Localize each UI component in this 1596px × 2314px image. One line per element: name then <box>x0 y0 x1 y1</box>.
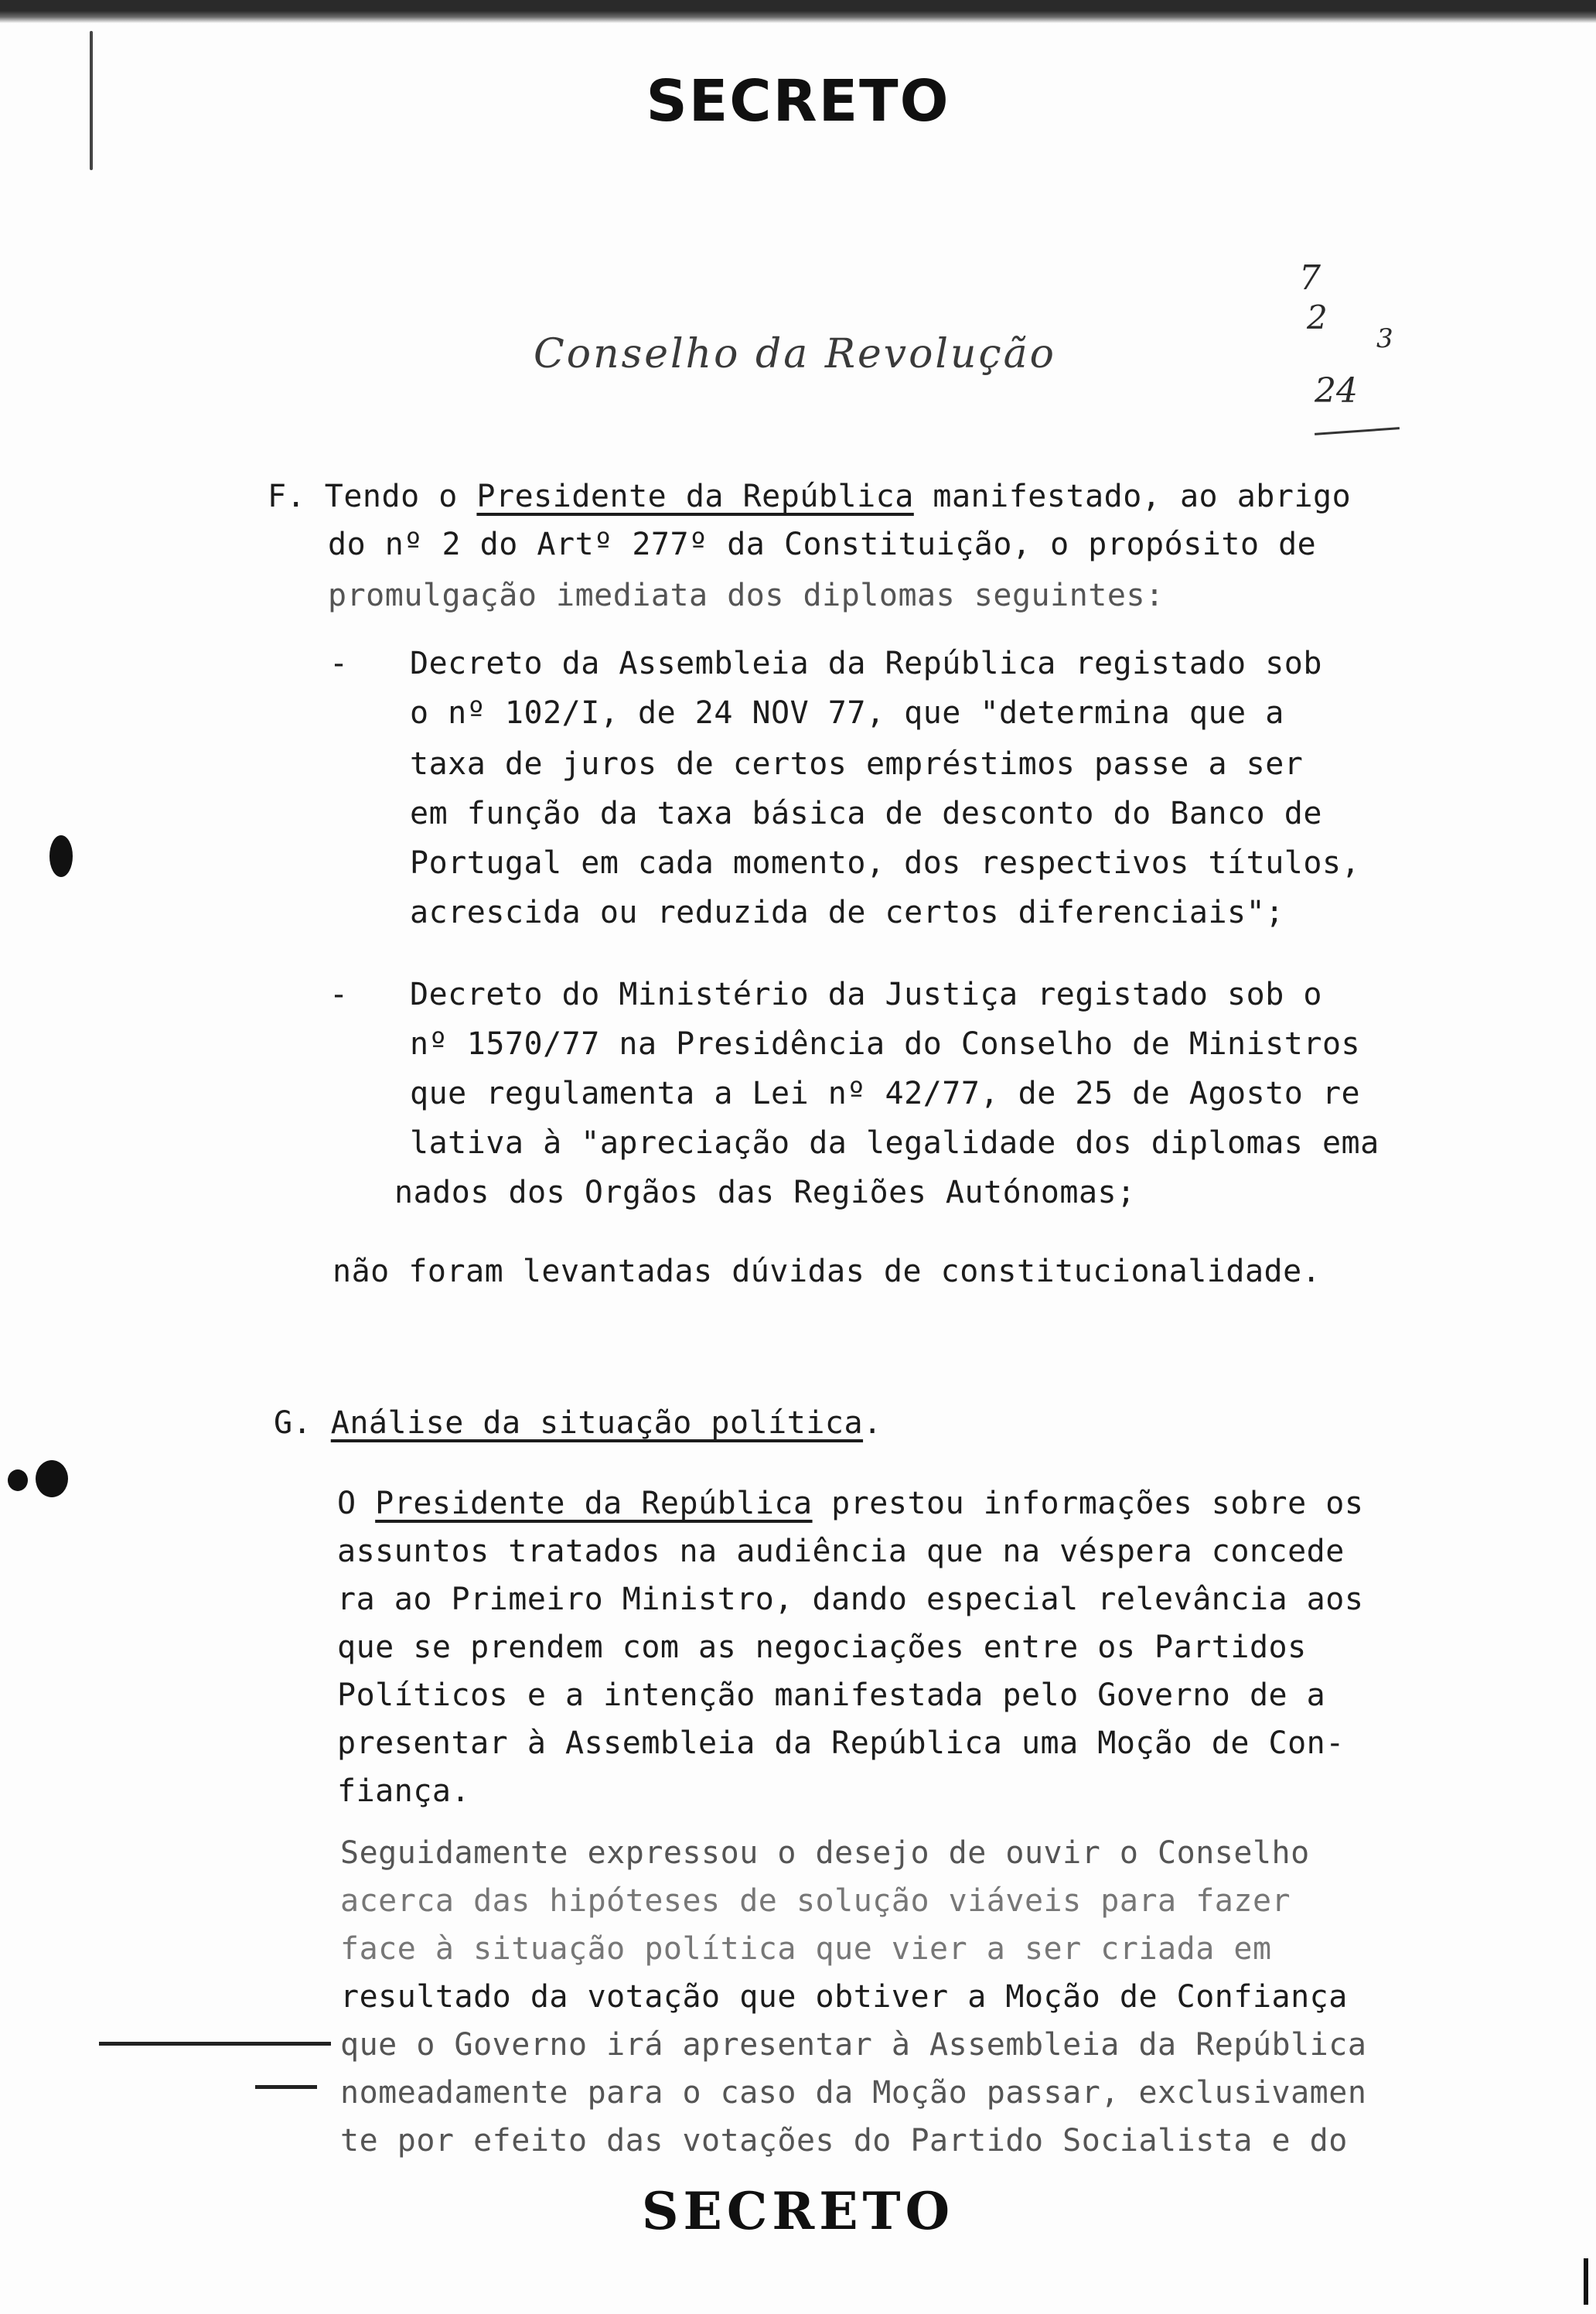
scan-mark <box>255 2085 317 2089</box>
paragraph-line: Seguidamente expressou o desejo de ouvir o Conselho <box>340 1835 1310 1871</box>
list-item-line: Decreto da Assembleia da República registado sob <box>410 646 1322 681</box>
paragraph-line: que o Governo irá apresentar à Assembleia da República <box>340 2027 1367 2063</box>
section-g-title-line <box>274 1405 882 1441</box>
paragraph-line: assuntos tratados na audiência que na véspera concede <box>337 1534 1345 1569</box>
paragraph-line: ra ao Primeiro Ministro, dando especial relevância aos <box>337 1582 1364 1617</box>
list-item-line: acrescida ou reduzida de certos diferenciais"; <box>410 895 1284 930</box>
margin-annotation: 7 <box>1299 258 1321 298</box>
section-marker: G. <box>274 1405 312 1441</box>
paragraph-line: que se prendem com as negociações entre os Partidos <box>337 1630 1307 1665</box>
paragraph-line: presentar à Assembleia da República uma Moção de Con- <box>337 1725 1345 1761</box>
list-item-line: o nº 102/I, de 24 NOV 77, que "determina que a <box>410 695 1284 731</box>
section-marker: F. <box>268 479 306 514</box>
list-item-line: nados dos Orgãos das Regiões Autónomas; <box>394 1175 1136 1210</box>
paragraph-line: Políticos e a intenção manifestada pelo Governo de a <box>337 1677 1326 1713</box>
text-span: manifestado, ao abrigo <box>913 479 1352 514</box>
text-span: . <box>863 1405 882 1441</box>
paragraph-line: nomeadamente para o caso da Moção passar, exclusivamen <box>340 2075 1367 2111</box>
list-item-line: Decreto do Ministério da Justiça registado sob o <box>410 977 1322 1012</box>
scan-blot <box>49 835 73 877</box>
paragraph-line: fiança. <box>337 1773 471 1809</box>
list-item-line: nº 1570/77 na Presidência do Conselho de Ministros <box>410 1026 1361 1062</box>
underlined-term: Presidente da República <box>476 479 914 514</box>
paragraph-line <box>337 1488 1363 1519</box>
list-item-line: Portugal em cada momento, dos respectivos títulos, <box>410 845 1361 881</box>
scan-blot <box>36 1460 68 1497</box>
handwritten-title: Conselho da Revolução <box>534 331 1056 377</box>
scan-mark <box>1584 2258 1588 2305</box>
margin-annotation: 2 <box>1307 299 1328 336</box>
section-f-line: promulgação imediata dos diplomas seguintes: <box>328 578 1165 613</box>
scan-top-edge <box>0 0 1596 23</box>
section-title: Análise da situação política <box>330 1405 864 1441</box>
section-f-closing: não foram levantadas dúvidas de constitucionalidade. <box>332 1254 1321 1289</box>
scan-blot <box>8 1469 28 1491</box>
margin-annotation: 3 <box>1376 323 1393 354</box>
classification-footer: SECRETO <box>641 2181 955 2241</box>
section-f-line <box>268 481 1351 512</box>
list-item-line: que regulamenta a Lei nº 42/77, de 25 de Agosto re <box>410 1076 1361 1111</box>
list-dash: - <box>329 977 349 1012</box>
list-item-line: em função da taxa básica de desconto do Banco de <box>410 796 1322 831</box>
classification-header: SECRETO <box>646 68 950 135</box>
list-item-line: taxa de juros de certos empréstimos passe a ser <box>410 746 1304 782</box>
text-span: prestou informações sobre os <box>812 1486 1364 1521</box>
paragraph-line: te por efeito das votações do Partido Socialista e do <box>340 2123 1348 2159</box>
margin-signature-line <box>1315 427 1400 435</box>
text-span: Tendo o <box>324 479 477 514</box>
margin-annotation: 24 <box>1315 371 1358 411</box>
section-f-line: do nº 2 do Artº 277º da Constituição, o propósito de <box>328 527 1317 562</box>
paragraph-line: resultado da votação que obtiver a Moção de Confiança <box>340 1979 1348 2015</box>
paragraph-line: acerca das hipóteses de solução viáveis para fazer <box>340 1883 1291 1919</box>
paragraph-line: face à situação política que vier a ser criada em <box>340 1931 1272 1967</box>
list-item-line: lativa à "apreciação da legalidade dos diplomas ema <box>410 1125 1379 1161</box>
underlined-term: Presidente da República <box>375 1486 813 1521</box>
list-dash: - <box>329 646 349 681</box>
text-span: O <box>337 1486 376 1521</box>
scan-mark <box>99 2042 331 2046</box>
